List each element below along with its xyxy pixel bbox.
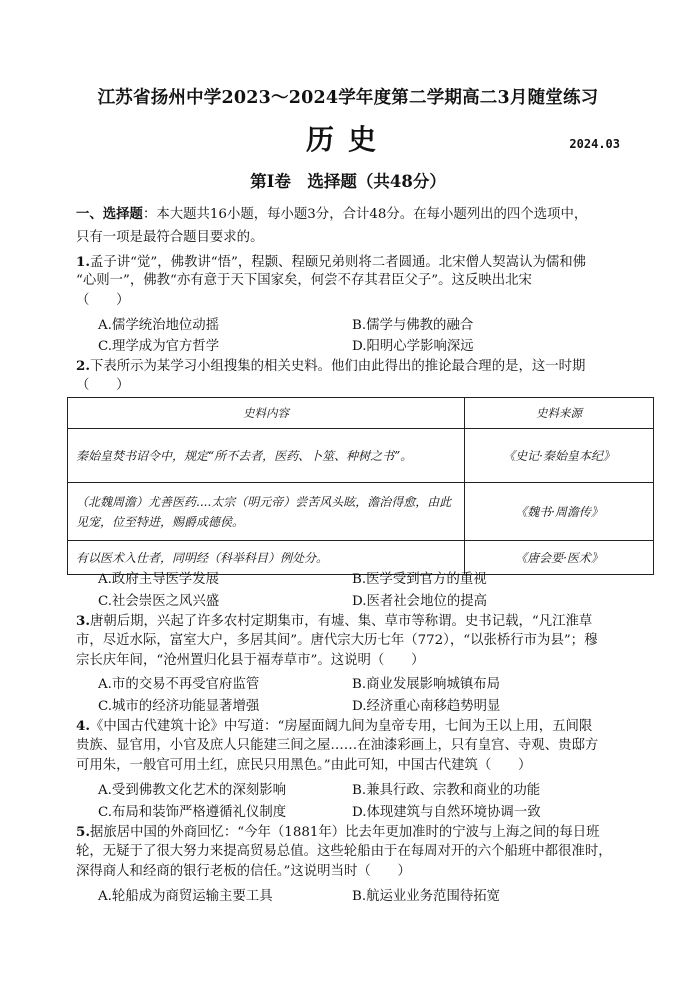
question-3-line-2: 市，尽近水际，富室大户，多居其间”。唐代宗大历七年（772），“以张桥行市为县”；穆 — [76, 633, 598, 648]
question-2-option-a[interactable]: A.政府主导医学发展 — [98, 572, 220, 587]
question-3-option-c[interactable]: C.城市的经济功能显著增强 — [98, 699, 260, 714]
question-3-option-b[interactable]: B.商业发展影响城镇布局 — [352, 677, 501, 692]
table-cell-source: 《史记·秦始皇本纪》 — [465, 429, 654, 483]
question-4-option-a[interactable]: A.受到佛教文化艺术的深刻影响 — [98, 783, 287, 798]
instructions-text: ：本大题共16小题，每小题3分，合计48分。在每小题列出的四个选项中， — [142, 207, 588, 222]
question-1-line-1 — [76, 252, 586, 273]
exam-date: 2024.03 — [569, 137, 620, 151]
table-header-row — [68, 398, 654, 429]
question-5-option-b[interactable]: B.航运业业务范围待拓宽 — [352, 889, 501, 904]
question-4-option-d[interactable]: D.体现建筑与自然环境协调一致 — [352, 805, 541, 820]
question-2-line-2: （ ） — [76, 378, 130, 393]
question-1-option-a[interactable]: A.儒学统治地位动摇 — [98, 318, 220, 333]
question-1-text: 孟子讲“觉”，佛教讲“悟”，程颢、程颐兄弟则将二者圆通。北宋僧人契嵩认为儒和佛 — [89, 255, 587, 270]
question-2-option-d[interactable]: D.医者社会地位的提高 — [352, 594, 488, 609]
question-5-line-2: 轮，无疑于了很大努力来提高贸易总值。这些轮船由于在每周对开的六个船班中都很准时， — [76, 844, 612, 859]
table-row — [68, 483, 654, 541]
question-5-line-1 — [76, 822, 600, 843]
question-3-line-1 — [76, 611, 592, 632]
question-1-option-d[interactable]: D.阳明心学影响深远 — [352, 339, 474, 354]
question-3-text: 唐朝后期，兴起了许多农村定期集市，有墟、集、草市等称谓。史书记载，“凡江淮草 — [89, 614, 593, 629]
question-1-option-c[interactable]: C.理学成为官方哲学 — [98, 339, 220, 354]
question-3-number: 3. — [76, 613, 90, 629]
question-5-number: 5. — [76, 824, 90, 840]
question-3-option-a[interactable]: A.市的交易不再受官府监管 — [98, 677, 260, 692]
question-4-text: 《中国古代建筑十论》中写道：“房屋面阔九间为皇帝专用，七间为王以上用，五间限 — [89, 719, 593, 734]
table-header-source: 史料来源 — [465, 398, 654, 429]
question-4-line-1 — [76, 716, 592, 737]
question-1-line-2: “心则一”，佛教“亦有意于天下国家矣，何尝不存其君臣父子”。这反映出北宋 — [76, 273, 532, 288]
question-1-line-3: （ ） — [76, 293, 130, 308]
instructions-lead: 一、选择题 — [76, 206, 143, 222]
table-cell-source: 《唐会要·医术》 — [465, 541, 654, 575]
question-2-number: 2. — [76, 358, 90, 374]
instructions-line-1 — [76, 204, 587, 225]
question-5-option-a[interactable]: A.轮船成为商贸运输主要工具 — [98, 889, 273, 904]
question-2-option-c[interactable]: C.社会崇医之风兴盛 — [98, 594, 220, 609]
table-cell-content: 有以医术入仕者，同明经（科举科目）例处分。 — [68, 541, 465, 575]
section-heading: 第Ⅰ卷 选择题（共48分） — [250, 172, 446, 191]
question-4-line-3: 可用朱，一般官可用土红，庶民只用黑色。”由此可知，中国古代建筑（ ） — [76, 758, 532, 773]
source-table — [67, 397, 654, 575]
table-header-content: 史料内容 — [68, 398, 465, 429]
question-4-option-c[interactable]: C.布局和装饰严格遵循礼仪制度 — [98, 805, 287, 820]
question-1-number: 1. — [76, 254, 90, 270]
table-cell-content: 秦始皇焚书诏令中，规定“所不去者，医药、卜筮、种树之书”。 — [68, 429, 465, 483]
question-5-text: 据旅居中国的外商回忆：“今年（1881年）比去年更加准时的宁波与上海之间的每日班 — [89, 825, 600, 840]
table-cell-source: 《魏书·周澹传》 — [465, 483, 654, 541]
question-4-line-2: 贵族、显官用，小官及庶人只能建三间之屋……在油漆彩画上，只有皇宫、寺观、贵邸方 — [76, 738, 599, 753]
instructions-line-2: 只有一项是最符合题目要求的。 — [76, 230, 264, 245]
question-4-option-b[interactable]: B.兼具行政、宗教和商业的功能 — [352, 783, 541, 798]
question-1-option-b[interactable]: B.儒学与佛教的融合 — [352, 318, 474, 333]
table-cell-content: （北魏周澹）尤善医药....太宗（明元帝）尝苦风头眩，澹治得愈，由此见宠，位至特进，赐爵成德侯。 — [68, 483, 465, 541]
table-row — [68, 429, 654, 483]
question-5-line-3: 深得商人和经商的银行老板的信任。”这说明当时（ ） — [76, 864, 411, 879]
question-4-number: 4. — [76, 718, 90, 734]
question-3-line-3: 宗长庆年间，“沧州置归化县于福寿草市”。这说明（ ） — [76, 653, 425, 668]
question-3-option-d[interactable]: D.经济重心南移趋势明显 — [352, 699, 501, 714]
question-2-text: 下表所示为某学习小组搜集的相关史料。他们由此得出的推论最合理的是，这一时期 — [89, 359, 586, 374]
exam-title: 江苏省扬州中学2023～2024学年度第二学期高二3月随堂练习 — [97, 88, 599, 108]
question-2-line-1 — [76, 356, 585, 377]
subject-title: 历史 — [305, 123, 390, 156]
question-2-option-b[interactable]: B.医学受到官方的重视 — [352, 572, 487, 587]
